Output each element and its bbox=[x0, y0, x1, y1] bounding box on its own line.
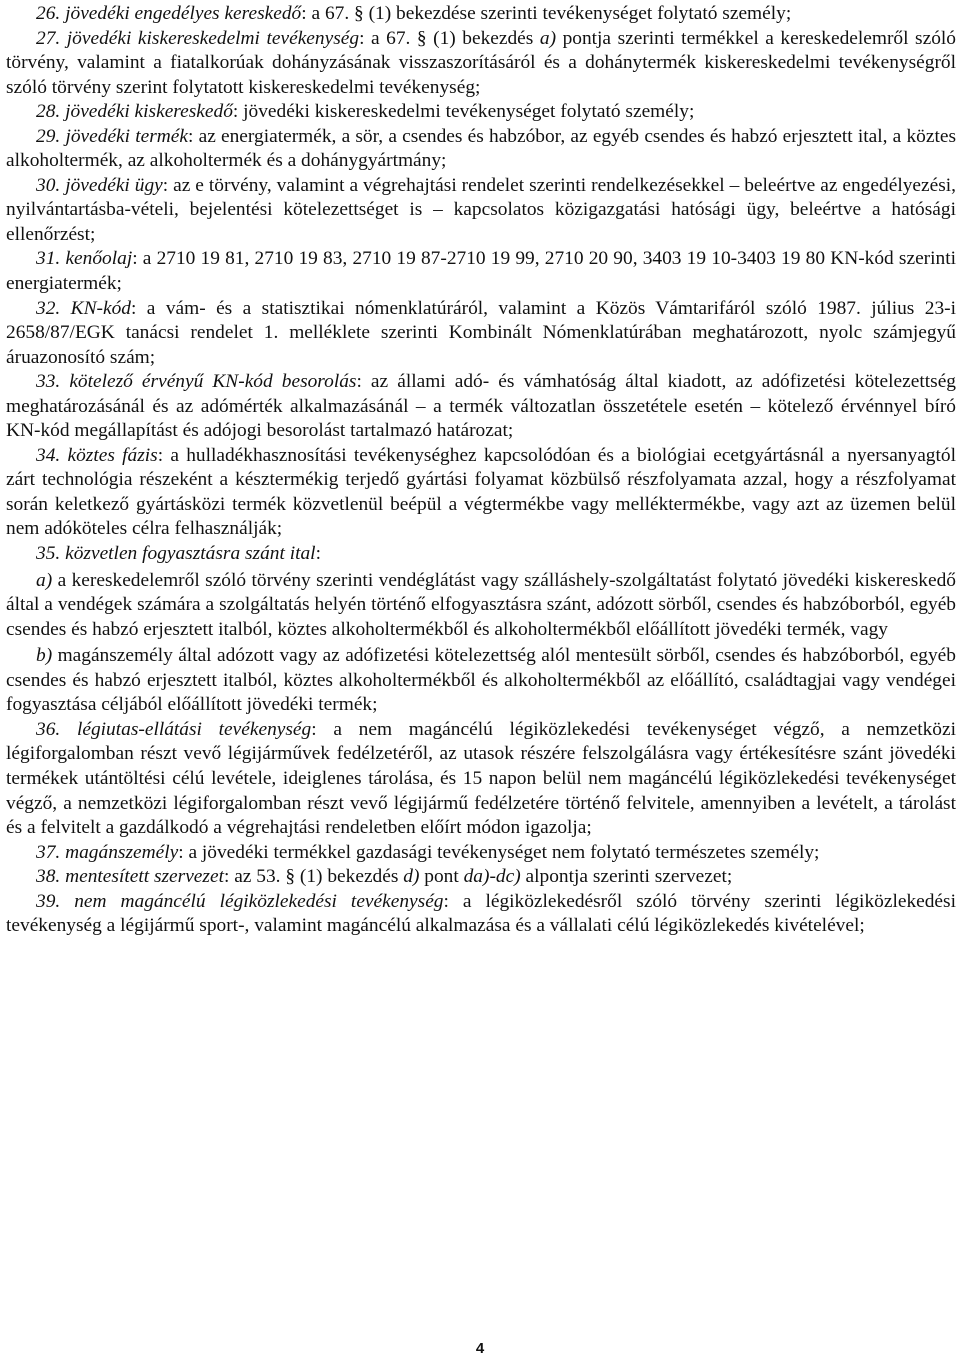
definition-38 bbox=[6, 865, 956, 890]
definition-text: : a vám- és a statisztikai nómenklatúráról, valamint a Közös Vámtarifáról szóló 1987. július 23-i 2658/87/EGK tanácsi rendelet 1. melléklete szerinti Kombinált Nómenklatúrában meghatározott, nyolc számjegyű áruazonosító szám; bbox=[6, 297, 956, 368]
definition-33 bbox=[6, 370, 956, 444]
defined-term: kenőolaj bbox=[65, 248, 133, 270]
definition-30 bbox=[6, 174, 956, 248]
point-reference: d) bbox=[403, 866, 420, 888]
defined-term: jövedéki kiskereskedelmi tevékenység bbox=[66, 27, 360, 49]
item-number: 36. bbox=[36, 718, 61, 740]
definition-29 bbox=[6, 125, 956, 174]
definition-text: : a jövedéki termékkel gazdasági tevékenységet nem folytató természetes személy; bbox=[178, 841, 820, 863]
definition-37 bbox=[6, 841, 956, 866]
item-number: 35. bbox=[36, 543, 61, 565]
definition-35-point-b bbox=[6, 644, 956, 718]
item-number: 27. bbox=[36, 27, 61, 49]
defined-term: mentesített szervezet bbox=[65, 866, 224, 888]
definition-text: : az e törvény, valamint a végrehajtási rendelet szerinti rendelkezésekkel – beleértve az engedélyezési, nyilvántartásba-vételi, bejelentési kötelezettséget is – kapcsolatos közigazgatási hatósági ügy, beleértve a hatósági ellenőrzést; bbox=[6, 174, 956, 245]
definition-text: : a 67. § (1) bekezdése szerinti tevékenységet folytató személy; bbox=[301, 3, 792, 24]
definition-36 bbox=[6, 718, 956, 841]
definition-text-cont: pontja szerinti termékkel a kereskedelemről szóló törvény, valamint a fiatalkorúak dohányzásának visszaszorításáról és a dohánytermék kiskereskedelmi tevékenységről szóló törvény szerint folytatott kiskereskedelmi tevékenység; bbox=[6, 27, 956, 98]
defined-term: jövedéki termék bbox=[65, 125, 188, 147]
definition-27 bbox=[6, 27, 956, 101]
definition-26 bbox=[6, 2, 956, 27]
definition-text: : az energiatermék, a sör, a csendes és habzóbor, az egyéb csendes és habzó erjesztett ital, a köztes alkoholtermék, az alkoholtermék és a dohánygyártmány; bbox=[6, 125, 956, 172]
defined-term: nem magáncélú légiközlekedési tevékenység bbox=[74, 890, 444, 912]
item-number: 29. bbox=[36, 125, 61, 147]
item-number: 28. bbox=[36, 101, 61, 123]
definition-32 bbox=[6, 297, 956, 371]
defined-term: magánszemély bbox=[65, 841, 179, 863]
definition-text: : a légiközlekedésről szóló törvény szerinti légiközlekedési tevékenység a légijármű sport-, valamint magáncélú alkalmazása és a vállalati célú légiközlekedés kivételével; bbox=[6, 890, 956, 937]
subpoint-reference: da)-dc) bbox=[463, 866, 521, 888]
point-label: a) bbox=[36, 569, 53, 591]
definition-text-end: alpontja szerinti szervezet; bbox=[520, 866, 733, 888]
defined-term: jövedéki kiskereskedő bbox=[65, 101, 233, 123]
item-number: 30. bbox=[36, 174, 61, 196]
definition-31 bbox=[6, 247, 956, 296]
definition-39 bbox=[6, 890, 956, 939]
defined-term: közvetlen fogyasztásra szánt ital bbox=[65, 543, 316, 565]
definition-text: : a hulladékhasznosítási tevékenységhez kapcsolódóan és a biológiai ecetgyártásnál a nyersanyagtól zárt technológia részeként a késztermékig terjedő gyártási folyamat közbülső részfolyamata azzal, hogy a részfolyamat során keletkező gyártásközi termék közvetlenül beépül a végtermékbe vagy melléktermékbe, vagy azt az üzemen belül nem adóköteles célra felhasználják; bbox=[6, 444, 956, 540]
point-text: a kereskedelemről szóló törvény szerinti vendéglátást vagy szálláshely-szolgáltatást folytató jövedéki kiskereskedő által a vendégek számára a szolgáltatás helyén történő elfogyasztásra szánt, adózott sörből, csendes és habzóborból, egyéb csendes és habzó erjesztett italból, köztes alkoholtermékből és alkoholtermékből előállított jövedéki termék, vagy bbox=[6, 569, 956, 640]
item-number: 26. bbox=[36, 3, 61, 24]
item-number: 31. bbox=[36, 248, 61, 270]
page-number: 4 bbox=[475, 1340, 485, 1357]
point-reference: a) bbox=[539, 27, 557, 49]
definition-28 bbox=[6, 100, 956, 125]
item-number: 34. bbox=[36, 444, 61, 466]
item-number: 38. bbox=[36, 866, 61, 888]
definition-35 bbox=[6, 542, 956, 567]
defined-term: légiutas-ellátási tevékenység bbox=[76, 718, 312, 740]
point-text: magánszemély által adózott vagy az adófizetési kötelezettség alól mentesült sörből, csendes és habzóborból, egyéb csendes és habzó erjesztett italból, köztes alkoholtermékből és alkoholtermékből az előállító, családtagjai vagy vendégei fogyasztása céljából előállított jövedéki termék; bbox=[6, 645, 956, 716]
item-number: 32. bbox=[36, 297, 61, 319]
defined-term: jövedéki engedélyes kereskedő bbox=[65, 3, 302, 24]
definition-text: : jövedéki kiskereskedelmi tevékenységet folytató személy; bbox=[232, 101, 695, 123]
definition-text: : bbox=[315, 543, 321, 565]
defined-term: jövedéki ügy bbox=[65, 174, 163, 196]
definition-34 bbox=[6, 444, 956, 542]
item-number: 37. bbox=[36, 841, 61, 863]
definition-text: : a nem magáncélú légiközlekedési tevékenységet végző, a nemzetközi légiforgalomban részt vevő légijárművek fedélzetéről, az utasok részére felszolgálásra vagy értékesítésre szánt jövedéki termékek utántöltési célú levétele, ideiglenes tárolása, és 15 napon belül nem magáncélú légiközlekedési tevékenységet végző, a nemzetközi légiforgalomban részt vevő légijármű fedélzetére történő felvitele, amennyiben a levételt, a tárolást és a felvitelt a gazdálkodó a végrehajtási rendeletben előírt módon igazolja; bbox=[6, 718, 956, 839]
item-number: 33. bbox=[36, 371, 61, 393]
definition-text-cont: pont bbox=[419, 866, 464, 888]
definition-text: : a 2710 19 81, 2710 19 83, 2710 19 87-2710 19 99, 2710 20 90, 3403 19 10-3403 19 80 KN-kód szerinti energiatermék; bbox=[6, 248, 956, 295]
definition-text: : a 67. § (1) bekezdés bbox=[359, 27, 540, 49]
defined-term: köztes fázis bbox=[67, 444, 158, 466]
definition-text: : az 53. § (1) bekezdés bbox=[223, 866, 404, 888]
defined-term: kötelező érvényű KN-kód besorolás bbox=[69, 371, 357, 393]
defined-term: KN-kód bbox=[70, 297, 131, 319]
item-number: 39. bbox=[36, 890, 61, 912]
point-label: b) bbox=[36, 645, 53, 667]
definition-text: : az állami adó- és vámhatóság által kiadott, az adófizetési kötelezettség meghatározásánál és az adómérték alkalmazásánál – a termék változatlan összetétele esetén – kötelező érvénnyel bíró KN-kód megállapítást és adójogi besorolást tartalmazó határozat; bbox=[6, 371, 956, 442]
definition-35-point-a bbox=[6, 569, 956, 643]
document-body bbox=[6, 2, 956, 939]
